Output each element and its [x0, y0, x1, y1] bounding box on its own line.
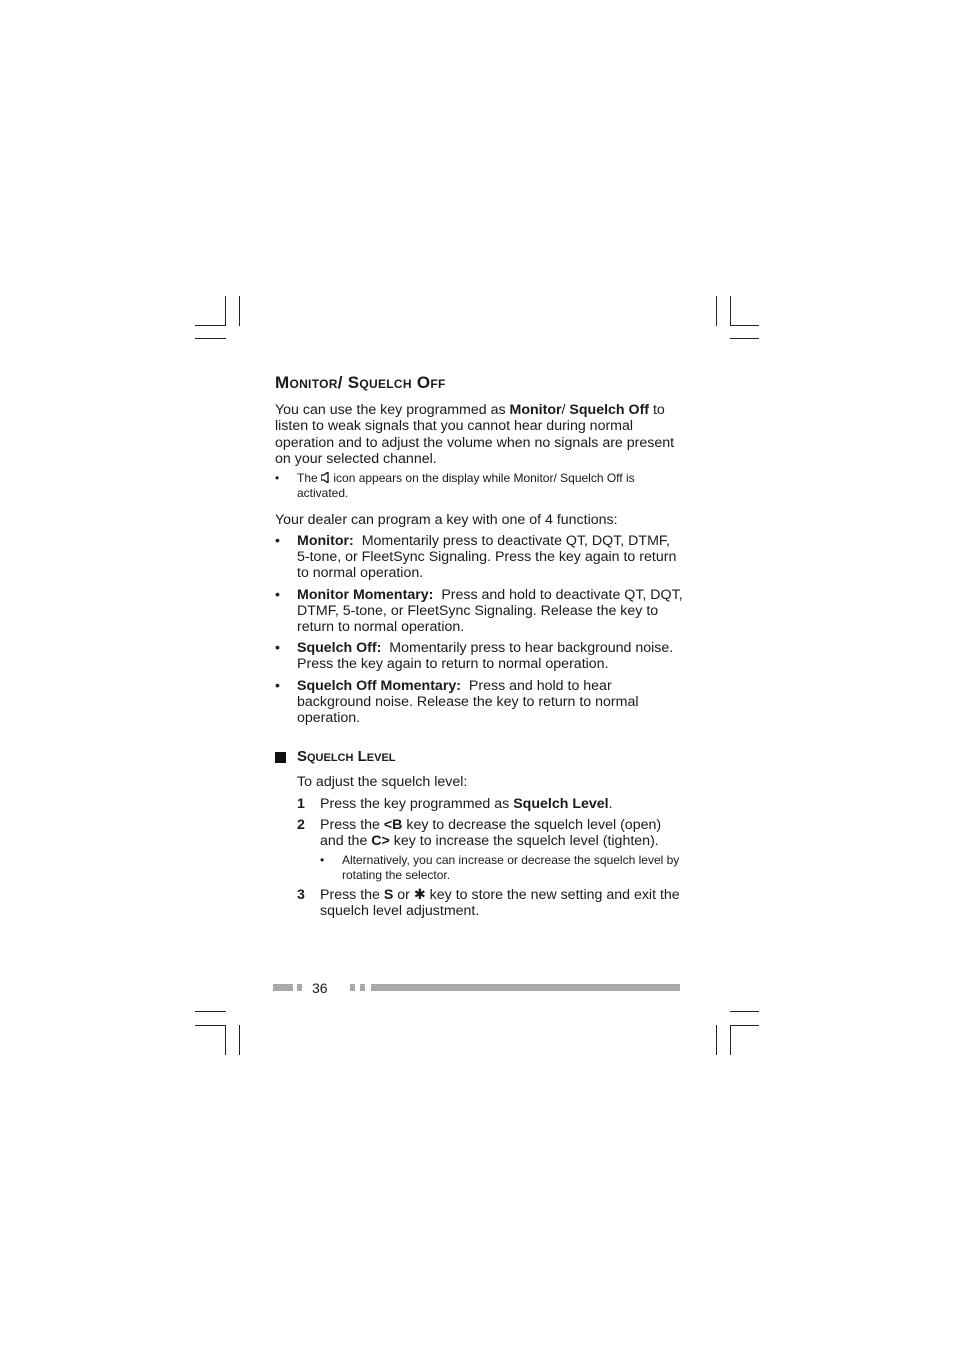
footer-bar-decoration: [371, 984, 680, 991]
step-1: 1 Press the key programmed as Squelch Level.: [297, 795, 613, 812]
function-list: [275, 533, 685, 726]
page-footer: [273, 978, 681, 998]
functions-intro: Your dealer can program a key with one of 4 functions:: [275, 511, 618, 528]
crop-mark: [730, 296, 731, 326]
section-title: Monitor/ Squelch Off: [275, 373, 446, 392]
crop-mark: [730, 1025, 759, 1026]
list-item: • Monitor Momentary: Press and hold to deactivate QT, DQT, DTMF, 5-tone, or FleetSync Signaling. Release the key to return to normal operation.: [275, 586, 683, 636]
footer-bar-decoration: [360, 984, 365, 991]
list-item: • Squelch Off: Momentarily press to hear background noise. Press the key again to return to normal operation.: [275, 640, 674, 673]
crop-mark: [195, 338, 226, 339]
crop-mark: [239, 1025, 240, 1055]
step-2-note: • Alternatively, you can increase or decrease the squelch level by rotating the selector.: [320, 853, 680, 882]
crop-mark: [195, 1025, 226, 1026]
speaker-icon: [321, 472, 330, 483]
list-item: • Monitor: Momentarily press to deactivate QT, DQT, DTMF, 5-tone, or FleetSync Signaling. Press the key again to return to normal operation.: [275, 533, 677, 582]
crop-mark: [730, 325, 759, 326]
crop-mark: [730, 1011, 759, 1012]
crop-mark: [239, 296, 240, 326]
list-item: • Squelch Off Momentary: Press and hold to hear background noise. Release the key to return to normal operation.: [275, 677, 639, 727]
section-intro: You can use the key programmed as Monitor/ Squelch Off to listen to weak signals that you cannot hear during normal operation and to adjust the volume when no signals are present on your selected channel.: [275, 402, 675, 468]
crop-mark: [716, 296, 717, 326]
crop-mark: [225, 296, 226, 326]
square-bullet-icon: [275, 752, 286, 763]
footer-bar-decoration: [350, 984, 355, 991]
crop-mark: [195, 325, 226, 326]
monitor-icon-note: • The icon appears on the display while Monitor/ Squelch Off is activated.: [275, 470, 635, 500]
crop-mark: [730, 338, 759, 339]
star-key-icon: ✱: [413, 887, 426, 904]
step-2: 2 Press the <B key to decrease the squelch level (open) and the C> key to increase the squelch level (tighten).: [297, 816, 662, 850]
footer-bar-decoration: [297, 984, 302, 991]
crop-mark: [730, 1025, 731, 1055]
crop-mark: [716, 1025, 717, 1055]
crop-mark: [225, 1025, 226, 1055]
subsection-body: [275, 774, 685, 919]
footer-bar-decoration: [273, 984, 293, 991]
bullet: •: [275, 470, 280, 485]
page-content: [275, 370, 685, 920]
subsection-title: Squelch Level: [275, 748, 685, 766]
subsection-intro: To adjust the squelch level:: [297, 774, 468, 791]
crop-mark: [195, 1011, 226, 1012]
step-3: 3 Press the S or ✱ key to store the new setting and exit the squelch level adjustment.: [297, 887, 680, 920]
page-number: 36: [312, 980, 328, 996]
